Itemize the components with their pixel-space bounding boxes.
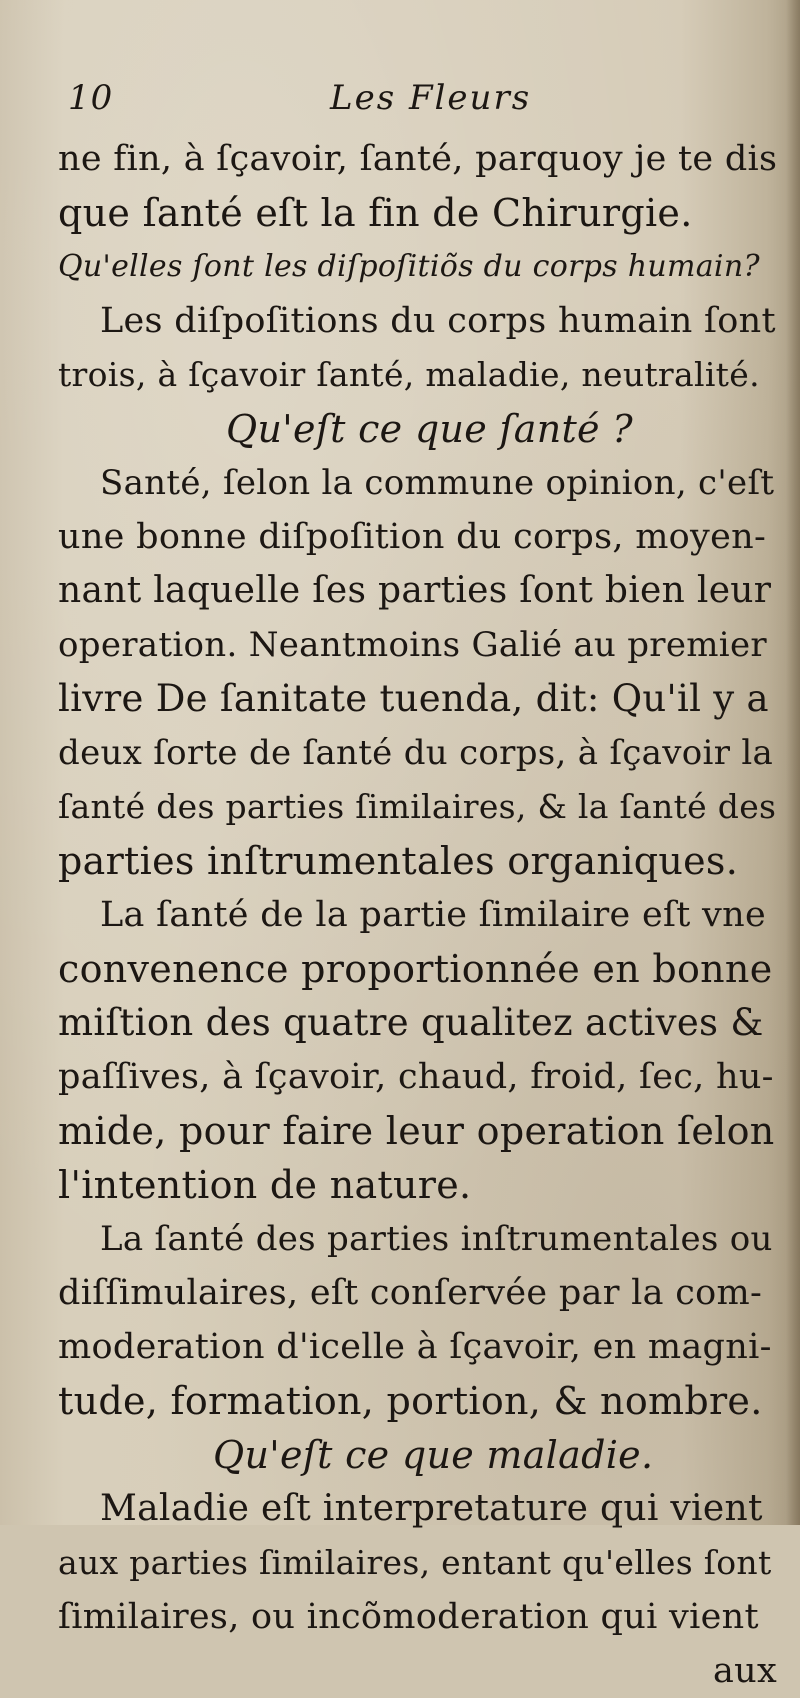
text-line: l'intention de nature.: [58, 1163, 472, 1207]
text-line: La ſanté des parties inſtrumentales ou: [100, 1219, 773, 1259]
page-edge-shadow: [786, 0, 800, 1525]
text-line: nant laquelle ſes parties ſont bien leur: [58, 570, 772, 611]
text-line: convenence proportionnée en bonne: [58, 947, 773, 991]
text-line: parties inſtrumentales organiques.: [58, 839, 739, 883]
running-title: Les Fleurs: [330, 78, 532, 118]
text-line: tude, formation, portion, & nombre.: [58, 1379, 763, 1423]
text-line: ſimilaires, ou incõmoderation qui vient: [58, 1597, 759, 1637]
text-line: une bonne diſpoſition du corps, moyen-: [58, 517, 767, 557]
text-line: Maladie eſt interpretature qui vient: [100, 1488, 763, 1529]
text-line: miſtion des quatre qualitez actives &: [58, 1001, 764, 1044]
text-line: Les diſpoſitions du corps humain ſont: [100, 301, 776, 341]
page-header: [0, 78, 800, 118]
question-heading: Qu'eſt ce que maladie.: [213, 1433, 654, 1477]
text-line: livre De ſanitate tuenda, dit: Qu'il y a: [58, 677, 769, 720]
catchword: aux: [713, 1651, 778, 1691]
text-line: paſſives, à ſçavoir, chaud, froid, ſec, hu-: [58, 1057, 774, 1097]
text-line: mide, pour faire leur operation ſelon: [58, 1109, 775, 1153]
question-heading: Qu'eſt ce que ſanté ?: [226, 407, 633, 451]
text-line: Santé, ſelon la commune opinion, c'eſt: [100, 463, 775, 503]
page-number: 10: [68, 78, 114, 118]
text-line: que ſanté eſt la fin de Chirurgie.: [58, 191, 693, 235]
text-line: ne fin, à ſçavoir, ſanté, parquoy je te dis: [58, 139, 778, 179]
text-line: La ſanté de la partie ſimilaire eſt vne: [100, 895, 766, 935]
text-line: diſſimulaires, eſt conſervée par la com-: [58, 1273, 763, 1313]
text-line: moderation d'icelle à ſçavoir, en magni-: [58, 1327, 772, 1367]
text-line: deux ſorte de ſanté du corps, à ſçavoir la: [58, 733, 774, 773]
text-line: ſanté des parties ſimilaires, & la ſanté des: [58, 787, 777, 826]
text-line: trois, à ſçavoir ſanté, maladie, neutralité.: [58, 355, 760, 394]
text-line: operation. Neantmoins Galié au premier: [58, 625, 767, 665]
text-line: aux parties ſimilaires, entant qu'elles ſont: [58, 1543, 772, 1582]
body-text: [58, 132, 778, 1698]
question-heading: Qu'elles ſont les diſpoſitiõs du corps humain?: [58, 249, 760, 284]
